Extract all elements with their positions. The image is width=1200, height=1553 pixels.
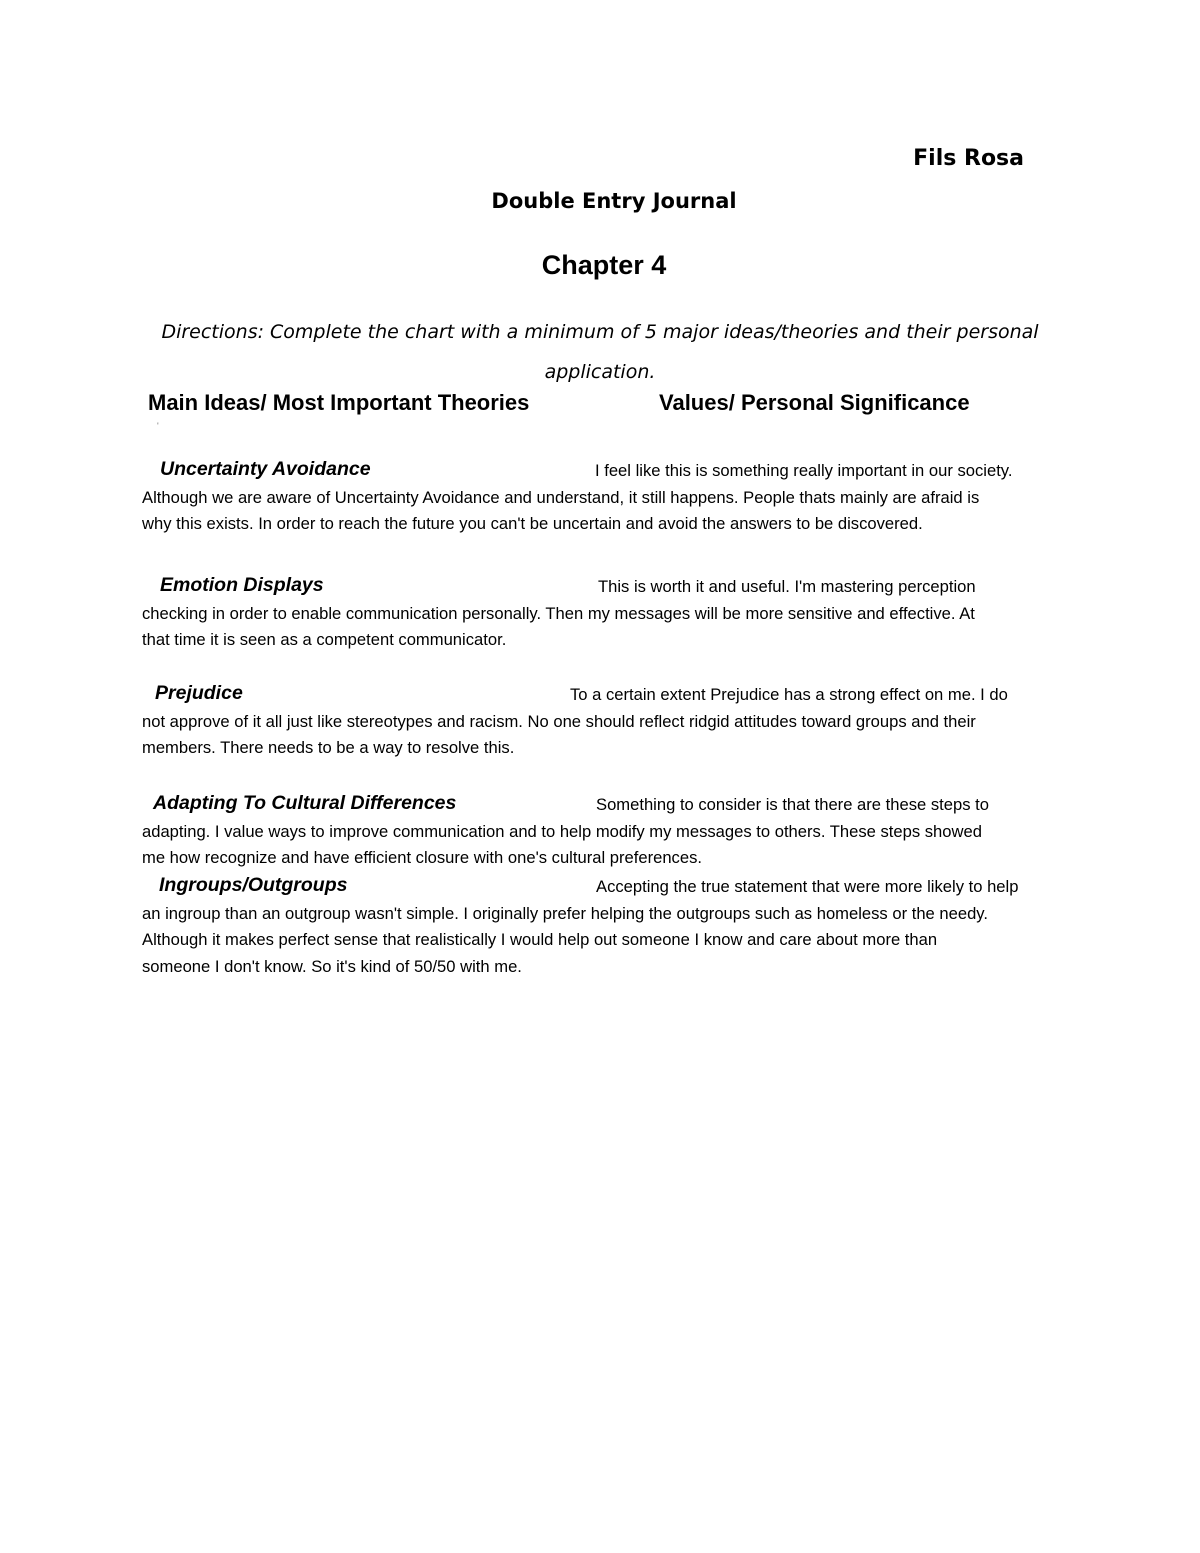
journal-entry — [142, 682, 1052, 762]
entry-first-line — [142, 574, 1052, 601]
journal-entry — [142, 458, 1052, 538]
directions-text: Directions: Complete the chart with a minimum of 5 major ideas/theories and their personal application. — [161, 321, 1039, 383]
entry-text-line: This is worth it and useful. I'm mastering perception — [598, 577, 976, 596]
journal-entry — [142, 792, 1052, 872]
entry-term: Ingroups/Outgroups — [159, 874, 348, 896]
entry-term: Uncertainty Avoidance — [160, 458, 371, 480]
entry-first-line — [142, 682, 1052, 709]
entry-term: Emotion Displays — [160, 574, 324, 596]
entry-first-line — [142, 874, 1052, 901]
entry-term: Prejudice — [155, 682, 243, 704]
entry-text-line: an ingroup than an outgroup wasn't simple. I originally prefer helping the outgroups such as homeless or the needy. — [142, 903, 988, 923]
journal-entry — [142, 874, 1052, 980]
entry-text-line: not approve of it all just like stereotypes and racism. No one should reflect ridgid attitudes toward groups and their — [142, 711, 976, 731]
column-heading-main-ideas: Main Ideas/ Most Important Theories — [148, 390, 530, 415]
entry-term: Adapting To Cultural Differences — [153, 792, 457, 814]
entry-text-line: someone I don't know. So it's kind of 50/50 with me. — [142, 956, 522, 976]
entry-first-line — [142, 458, 1052, 485]
entry-text-line: adapting. I value ways to improve communication and to help modify my messages to others. These steps showed — [142, 821, 982, 841]
author-name: Fils Rosa — [913, 146, 1024, 171]
entry-text-line: To a certain extent Prejudice has a strong effect on me. I do — [570, 685, 1008, 704]
entry-text-line: Although it makes perfect sense that realistically I would help out someone I know and care about more than — [142, 930, 938, 949]
entry-text-line: members. There needs to be a way to resolve this. — [142, 738, 515, 757]
entry-text-line: Accepting the true statement that were more likely to help — [596, 877, 1019, 896]
entry-text-line: that time it is seen as a competent communicator. — [142, 630, 507, 649]
journal-entry — [142, 574, 1052, 654]
entry-text-line: I feel like this is something really important in our society. — [595, 461, 1013, 480]
entry-first-line — [142, 792, 1052, 819]
entry-text-line: checking in order to enable communication personally. Then my messages will be more sensitive and effective. At — [142, 603, 975, 623]
stray-mark: ' — [157, 421, 159, 431]
document-title: Double Entry Journal — [491, 189, 737, 213]
chapter-heading: Chapter 4 — [541, 250, 667, 280]
column-heading-values: Values/ Personal Significance — [659, 390, 970, 415]
entry-text-line: Although we are aware of Uncertainty Avoidance and understand, it still happens. People thats mainly are afraid is — [142, 487, 980, 507]
entry-text-line: me how recognize and have efficient closure with one's cultural preferences. — [142, 848, 702, 867]
entry-text-line: why this exists. In order to reach the future you can't be uncertain and avoid the answers to be discovered. — [142, 514, 923, 533]
entry-text-line: Something to consider is that there are these steps to — [596, 795, 989, 814]
